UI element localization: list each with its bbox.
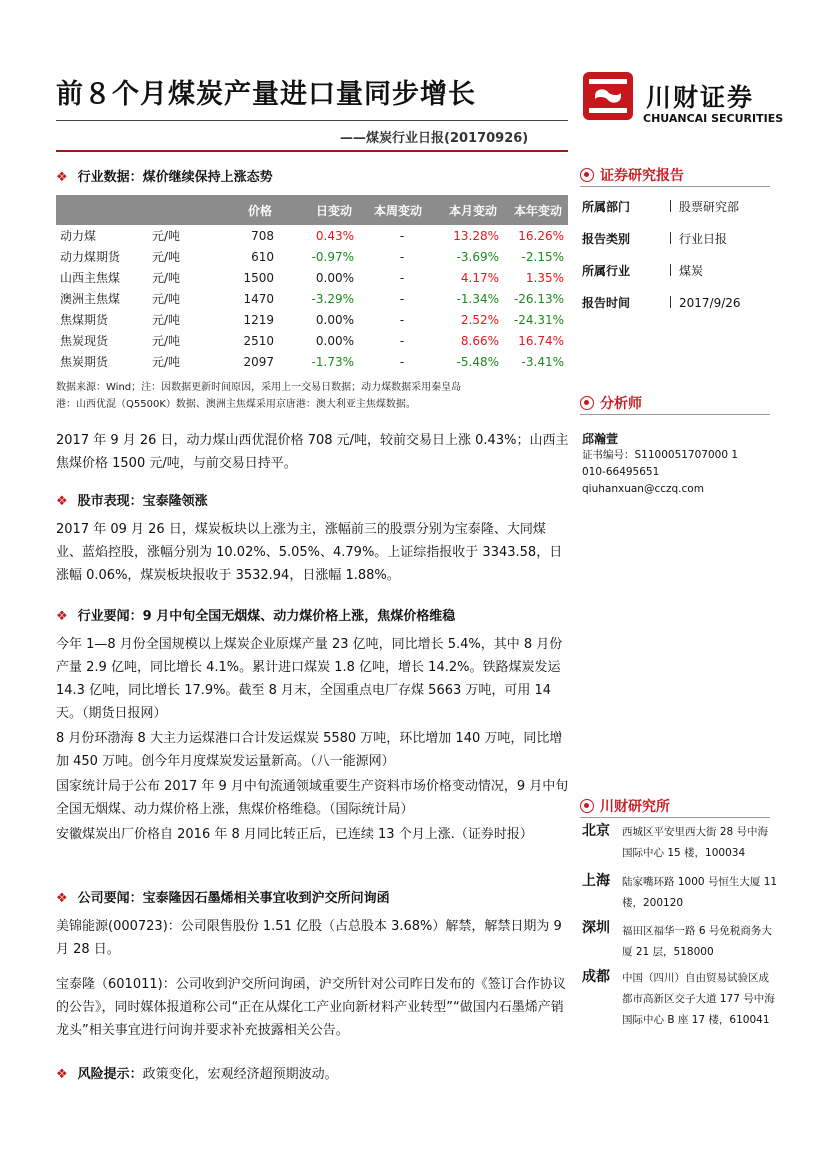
table-cell-month: 13.28% bbox=[453, 228, 499, 243]
table-cell-day: 0.00% bbox=[315, 333, 354, 348]
table-cell-price: 610 bbox=[251, 249, 274, 264]
analyst-card bbox=[582, 430, 782, 498]
office-address: 西城区平安里西大街 28 号中海国际中心 15 楼，100034 bbox=[622, 826, 769, 859]
col-header: 日变动 bbox=[278, 195, 358, 225]
table-cell-year: -26.13% bbox=[513, 291, 564, 306]
page-title: 前８个月煤炭产量进口量同步增长 bbox=[56, 79, 476, 110]
sidebar-analyst-heading: 分析师 bbox=[580, 393, 642, 413]
table-cell-week: - bbox=[399, 354, 405, 369]
sidebar-report-heading: 证券研究报告 bbox=[580, 165, 684, 185]
table-cell-month: 8.66% bbox=[460, 333, 499, 348]
table-row bbox=[56, 309, 568, 330]
meta-row: 所属部门 股票研究部 bbox=[582, 200, 740, 214]
table-cell-day: -3.29% bbox=[311, 291, 354, 306]
table-cell-price: 2097 bbox=[243, 354, 274, 369]
table-cell-week: - bbox=[399, 270, 405, 285]
industry-news-paragraphs: 今年 1—8 月份全国规模以上煤炭企业原煤产量 23 亿吨，同比增长 5.4%，其中 8 月份产量 2.9 亿吨，同比增长 4.1%。累计进口煤炭 1.8 亿吨，增长 14.2%。铁路煤炭发运 14.3 亿吨，同比增长 17.9%。截至 8 月末，全国重点电厂存煤 5663 万吨，可用 14 天。（期货日报网） 8 月份环渤海 8 大主力运煤港口合计发运煤炭 5580 万吨，环比增加 140 万吨，同比增加 450 万吨。创今年月度煤炭发运量新高。（八一能源网） 国家统计局于公布 2017 年 9 月中旬流通领域重要生产资料市场价格变动情况，9 月中旬全国无烟煤、动力煤价格上涨，焦煤价格维稳。（国际统计局） 安徽煤炭出厂价格自 2016 年 8 月同比转正后，已连续 13 个月上涨.（证券时报） bbox=[56, 637, 569, 842]
table-cell-price: 1500 bbox=[243, 270, 274, 285]
market-paragraph: 2017 年 09 月 26 日，煤炭板块以上涨为主，涨幅前三的股票分别为宝泰隆、大同煤业、蓝焰控股，涨幅分别为 10.02%、5.05%、4.79%。上证综指报收于 3343.58，日涨幅 0.06%，煤炭板块报收于 3532.94，日涨幅 1.88%。 bbox=[56, 522, 563, 583]
table-cell-day: 0.00% bbox=[315, 312, 354, 327]
table-cell-week: - bbox=[399, 228, 405, 243]
table-cell-day: 0.00% bbox=[315, 270, 354, 285]
table-cell-price: 708 bbox=[251, 228, 274, 243]
table-cell-week: - bbox=[399, 333, 405, 348]
section-market: ❖ 股市表现：宝泰隆领涨 bbox=[56, 494, 208, 509]
table-cell-price: 1470 bbox=[243, 291, 274, 306]
section-industry-news: ❖ 行业要闻：9 月中旬全国无烟煤、动力煤价格上涨，焦煤价格维稳 bbox=[56, 609, 456, 624]
table-row bbox=[56, 225, 568, 246]
meta-row: 报告类别 行业日报 bbox=[582, 232, 728, 246]
table-cell-price: 2510 bbox=[243, 333, 274, 348]
table-cell-month: -1.34% bbox=[456, 291, 499, 306]
table-cell-month: 2.52% bbox=[460, 312, 499, 327]
section-risk: ❖ 风险提示：政策变化，宏观经济超预期波动。 bbox=[56, 1067, 338, 1082]
col-header: 本月变动 bbox=[428, 195, 503, 225]
header-rule bbox=[56, 150, 568, 152]
col-header: 本周变动 bbox=[358, 195, 428, 225]
table-cell-month: -3.69% bbox=[456, 249, 499, 264]
office-city: 北京 bbox=[582, 823, 610, 839]
table-cell-price: 1219 bbox=[243, 312, 274, 327]
table-cell-unit: 元/吨 bbox=[152, 313, 181, 327]
table-cell-month: 4.17% bbox=[460, 270, 499, 285]
table-cell-name: 焦炭现货 bbox=[60, 334, 109, 348]
table-cell-day: -0.97% bbox=[311, 249, 354, 264]
company-logo-english: CHUANCAI SECURITIES bbox=[643, 112, 784, 125]
table-cell-week: - bbox=[399, 291, 405, 306]
coal-price-table bbox=[56, 195, 568, 372]
col-header: 本年变动 bbox=[503, 195, 568, 225]
table-row bbox=[56, 246, 568, 267]
table-cell-unit: 元/吨 bbox=[152, 292, 181, 306]
section-marker-icon bbox=[580, 799, 594, 813]
company-logo-icon bbox=[583, 72, 633, 120]
sidebar-divider bbox=[580, 817, 770, 818]
office-address: 福田区福华一路 6 号免税商务大厦 21 层，518000 bbox=[622, 925, 772, 958]
table-cell-year: 1.35% bbox=[525, 270, 564, 285]
table-cell-name: 山西主焦煤 bbox=[60, 271, 121, 285]
diamond-bullet-icon: ❖ bbox=[56, 1067, 68, 1082]
company-news-paragraphs: 美锦能源(000723)：公司限售股份 1.51 亿股（占总股本 3.68%）解禁，解禁日期为 9 月 28 日。 宝泰隆（601011)：公司收到沪交所问询函，沪交所针对公司昨日发布的《签订合作协议的公告》，同时媒体报道称公司“正在从煤化工产业向新材料产业转型”“做国内石墨烯产销龙头”相关事宜进行问询并要求补充披露相关公告。 bbox=[56, 919, 566, 1038]
sidebar-divider bbox=[580, 186, 770, 187]
sidebar-institute-heading: 川财研究所 bbox=[580, 796, 670, 816]
company-logo-text: 川财证券 bbox=[646, 83, 755, 112]
data-source-note: 数据来源：Wind；注：因数据更新时间原因，采用上一交易日数据；动力煤数据采用秦皇岛 港：山西优混（Q5500K）数据、澳洲主焦煤采用京唐港：澳大利亚主焦煤数据。 bbox=[56, 382, 462, 410]
meta-row: 报告时间 2017/9/26 bbox=[582, 296, 741, 310]
table-row bbox=[56, 351, 568, 372]
analyst-cert: 证书编号：S1100051707000 1 bbox=[582, 449, 739, 461]
table-cell-day: 0.43% bbox=[315, 228, 354, 243]
analyst-email[interactable]: qiuhanxuan@cczq.com bbox=[582, 483, 704, 495]
diamond-bullet-icon: ❖ bbox=[56, 609, 68, 624]
table-cell-day: -1.73% bbox=[311, 354, 354, 369]
diamond-bullet-icon: ❖ bbox=[56, 891, 68, 906]
table-cell-unit: 元/吨 bbox=[152, 334, 181, 348]
section-label: 行业数据： bbox=[77, 170, 143, 185]
section-marker-icon bbox=[580, 396, 594, 410]
industry-data-paragraph: 2017 年 9 月 26 日，动力煤山西优混价格 708 元/吨，较前交易日上涨 0.43%；山西主焦煤价格 1500 元/吨，与前交易日持平。 bbox=[56, 433, 569, 471]
section-company-news: ❖ 公司要闻：宝泰隆因石墨烯相关事宜收到沪交所问询函 bbox=[56, 891, 390, 906]
col-header: 价格 bbox=[218, 195, 278, 225]
table-cell-year: 16.26% bbox=[518, 228, 564, 243]
office-address: 陆家嘴环路 1000 号恒生大厦 11 楼，200120 bbox=[622, 876, 778, 909]
page-subtitle: ——煤炭行业日报(20170926) bbox=[340, 131, 529, 146]
table-row bbox=[56, 288, 568, 309]
title-rule bbox=[56, 120, 568, 121]
table-cell-name: 动力煤期货 bbox=[60, 250, 121, 264]
table-cell-year: 16.74% bbox=[518, 333, 564, 348]
office-city: 成都 bbox=[582, 969, 610, 985]
sidebar-divider bbox=[580, 414, 770, 415]
analyst-phone: 010-66495651 bbox=[582, 466, 660, 478]
section-value: 煤价继续保持上涨态势 bbox=[142, 170, 273, 185]
report-meta bbox=[582, 196, 782, 324]
table-cell-name: 澳洲主焦煤 bbox=[60, 292, 121, 306]
analyst-name: 邱瀚萱 bbox=[582, 432, 619, 446]
table-cell-year: -24.31% bbox=[513, 312, 564, 327]
diamond-bullet-icon: ❖ bbox=[56, 494, 68, 509]
table-header-row bbox=[56, 195, 568, 225]
office-city: 深圳 bbox=[582, 920, 610, 936]
table-cell-year: -3.41% bbox=[521, 354, 564, 369]
table-cell-name: 焦炭期货 bbox=[60, 355, 109, 369]
table-cell-week: - bbox=[399, 312, 405, 327]
table-cell-unit: 元/吨 bbox=[152, 355, 181, 369]
table-cell-year: -2.15% bbox=[521, 249, 564, 264]
table-cell-name: 焦煤期货 bbox=[60, 313, 109, 327]
table-cell-month: -5.48% bbox=[456, 354, 499, 369]
table-row bbox=[56, 330, 568, 351]
office-city: 上海 bbox=[582, 873, 610, 889]
section-marker-icon bbox=[580, 168, 594, 182]
table-row bbox=[56, 267, 568, 288]
diamond-bullet-icon: ❖ bbox=[56, 170, 68, 185]
table-cell-unit: 元/吨 bbox=[152, 250, 181, 264]
section-industry-data bbox=[56, 166, 273, 185]
table-cell-week: - bbox=[399, 249, 405, 264]
table-cell-unit: 元/吨 bbox=[152, 229, 181, 243]
table-cell-unit: 元/吨 bbox=[152, 271, 181, 285]
meta-row: 所属行业 煤炭 bbox=[582, 264, 704, 278]
table-cell-name: 动力煤 bbox=[60, 229, 97, 243]
office-address: 中国（四川）自由贸易试验区成都市高新区交子大道 177 号中海国际中心 B 座 17 楼，610041 bbox=[622, 972, 775, 1026]
